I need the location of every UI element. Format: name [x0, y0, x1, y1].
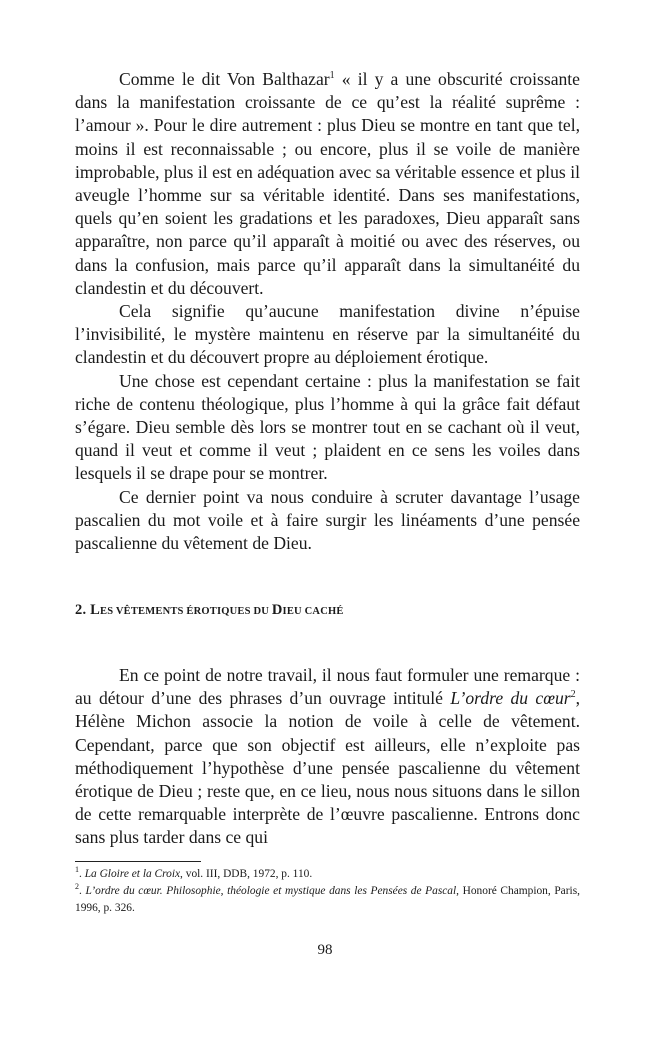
footnote-ref-2: 2	[570, 689, 576, 701]
paragraph-3: Une chose est cependant certaine : plus la manifestation se fait riche de contenu théologique, plus l’homme à qui la grâce fait défaut s’égare. Dieu semble dès lors se montrer tout en se cachant où il veut, quand il veut et comme il veut ; plaident en ce sens les voiles dans lesquels il se drape pour se montrer.	[75, 370, 580, 484]
paragraph-2: Cela signifie qu’aucune manifestation divine n’épuise l’invisibilité, le mystère maintenu en réserve par la simultanéité du clandestin et du découvert propre au déploiement érotique.	[75, 301, 580, 368]
section-2-text-a: En ce point de notre travail, il nous faut formuler une remarque : au détour d’une des phrases d’un ouvrage intitulé	[75, 665, 580, 709]
footnote-1-number: 1	[75, 865, 79, 875]
section-2-text-b: , Hélène Michon associe la notion de voile à celle de vêtement. Cependant, parce que son objectif est ailleurs, elle n’exploite pas méthodiquement l’hypothèse d’une pensée pascalienne du vêtement érotique de Dieu ; reste que, en ce lieu, nous nous situons dans le sillon de cette remarquable interprète de l’œuvre pascalienne. Entrons donc sans plus tarder dans ce qui	[75, 688, 580, 848]
footnote-1-rest: , vol. III, DDB, 1972, p. 110.	[180, 868, 313, 880]
paragraph-1	[75, 68, 580, 300]
footnotes	[75, 866, 580, 917]
footnote-2-title: L’ordre du cœur. Philosophie, théologie et mystique dans les Pensées de Pascal	[85, 885, 457, 897]
heading-capital-d: D	[271, 602, 283, 618]
page-body	[75, 68, 580, 848]
footnote-2-number: 2	[75, 882, 79, 892]
footnote-1: $^1$. La Gloire et la Croix, vol. III, DDB, 1972, p. 110.	[75, 865, 313, 880]
paragraph-4: Ce dernier point va nous conduire à scruter davantage l’usage pascalien du mot voile et à faire surgir les linéaments d’une pensée pascalienne du vêtement de Dieu.	[75, 486, 580, 554]
footnote-ref-1: 1	[329, 70, 335, 82]
heading-words-2: IEU CACHÉ	[282, 606, 344, 617]
footnote-separator	[75, 861, 201, 862]
heading-number: 2. L	[75, 602, 100, 618]
footnote-2-rest: , Honoré Champion, Paris, 1996, p. 326.	[75, 885, 580, 914]
page-number: 98	[317, 942, 333, 958]
book-title: L’ordre du cœur	[450, 688, 571, 709]
section-2-body	[75, 664, 580, 850]
paragraph-1-text-a: Comme le dit Von Balthazar	[119, 69, 330, 89]
footnote-1-title: La Gloire et la Croix	[84, 868, 181, 880]
footnote-2: $^2$. L’ordre du cœur. Philosophie, théologie et mystique dans les Pensées de Pascal, Honoré Champion, Paris, 1996, p. 326.	[75, 882, 580, 914]
heading-words-1: ES VÊTEMENTS ÉROTIQUES DU	[99, 606, 272, 617]
section-2-paragraph-1	[75, 664, 580, 850]
paragraph-1-text-b: « il y a une obscurité croissante dans la manifestation croissante de ce qu’est la réalité suprême : l’amour ». Pour le dire autrement : plus Dieu se montre en tant que tel, moins il est reconnaissable ; ou encore, plus il se voile de manière improbable, plus il est en adéquation avec sa véritable essence et plus il aveugle l’homme sur sa véritable identité. Dans ses manifestations, quels qu’en soient les gradations et les paradoxes, Dieu apparaît sans apparaître, non parce qu’il apparaît à moitié ou avec des réserves, ou dans la confusion, mais parce qu’il apparaît dans la simultanéité du clandestin et du découvert.	[75, 69, 580, 298]
section-heading	[75, 602, 344, 619]
